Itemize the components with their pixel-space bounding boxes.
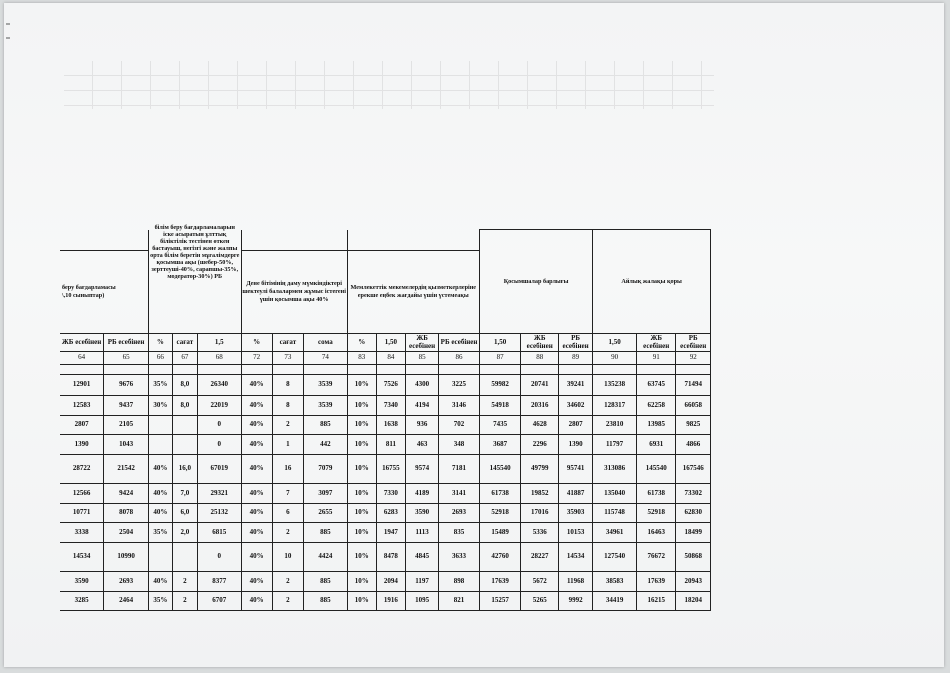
table-cell: 40% bbox=[148, 455, 172, 484]
table-cell: 6,0 bbox=[172, 504, 197, 523]
spacer-cell bbox=[439, 365, 480, 375]
table-cell: 61738 bbox=[636, 484, 676, 504]
table-cell: 128317 bbox=[593, 396, 637, 416]
table-cell: 7330 bbox=[376, 484, 405, 504]
spacer-cell bbox=[148, 365, 172, 375]
table-cell: 10 bbox=[272, 543, 303, 572]
table-cell: 167546 bbox=[676, 455, 711, 484]
table-cell: 73302 bbox=[676, 484, 711, 504]
table-cell: 6 bbox=[272, 504, 303, 523]
table-cell: 936 bbox=[405, 416, 438, 435]
subheader-cell: 1,5 bbox=[197, 334, 241, 352]
table-cell: 10% bbox=[347, 396, 376, 416]
table-cell: 38583 bbox=[593, 572, 637, 592]
table-cell: 6707 bbox=[197, 592, 241, 611]
table-cell: 1947 bbox=[376, 523, 405, 543]
table-cell: 8377 bbox=[197, 572, 241, 592]
table-cell: 61738 bbox=[479, 484, 521, 504]
table-cell: 9574 bbox=[405, 455, 438, 484]
header-state-org: Мемлекеттік мекемелердің қызметкерлеріне ерекше еңбек жағдайы үшін үстемеақы bbox=[350, 284, 477, 299]
spacer-cell bbox=[593, 365, 637, 375]
table-cell: 18499 bbox=[676, 523, 711, 543]
table-cell: 9825 bbox=[676, 416, 711, 435]
spacer-cell bbox=[241, 365, 272, 375]
table-cell: 1916 bbox=[376, 592, 405, 611]
table-cell: 41887 bbox=[558, 484, 592, 504]
table-cell: 20316 bbox=[521, 396, 558, 416]
table-cell: 4424 bbox=[304, 543, 348, 572]
table-cell: 14534 bbox=[60, 543, 104, 572]
table-cell: 145540 bbox=[479, 455, 521, 484]
table-cell: 59982 bbox=[479, 375, 521, 396]
table-cell: 12566 bbox=[60, 484, 104, 504]
table-cell: 3590 bbox=[405, 504, 438, 523]
table-cell: 1197 bbox=[405, 572, 438, 592]
table-cell: 40% bbox=[241, 523, 272, 543]
table-cell: 9424 bbox=[104, 484, 149, 504]
table-cell: 3285 bbox=[60, 592, 104, 611]
table-cell: 50868 bbox=[676, 543, 711, 572]
table-cell: 3338 bbox=[60, 523, 104, 543]
table-cell: 5336 bbox=[521, 523, 558, 543]
table-cell: 127540 bbox=[593, 543, 637, 572]
table-cell: 7526 bbox=[376, 375, 405, 396]
subheader-cell: 1,50 bbox=[376, 334, 405, 352]
table-cell: 1 bbox=[272, 435, 303, 455]
spacer-cell bbox=[558, 365, 592, 375]
payroll-table bbox=[60, 223, 711, 611]
spacer-cell bbox=[172, 365, 197, 375]
table-cell: 40% bbox=[241, 375, 272, 396]
table-cell: 10% bbox=[347, 435, 376, 455]
table-cell: 23810 bbox=[593, 416, 637, 435]
table-cell: 885 bbox=[304, 572, 348, 592]
table-cell bbox=[172, 435, 197, 455]
column-number-cell: 65 bbox=[104, 352, 149, 365]
table-cell: 10% bbox=[347, 455, 376, 484]
subheader-cell: ЖБ есебінен bbox=[405, 334, 438, 352]
table-cell: 3687 bbox=[479, 435, 521, 455]
table-cell: 811 bbox=[376, 435, 405, 455]
table-row bbox=[60, 435, 711, 455]
column-number-cell: 85 bbox=[405, 352, 438, 365]
table-cell: 898 bbox=[439, 572, 480, 592]
table-cell bbox=[148, 416, 172, 435]
table-cell: 3225 bbox=[439, 375, 480, 396]
scan-mark bbox=[6, 37, 10, 39]
spacer-cell bbox=[304, 365, 348, 375]
table-cell: 40% bbox=[241, 455, 272, 484]
table-cell: 16 bbox=[272, 455, 303, 484]
table-cell: 5672 bbox=[521, 572, 558, 592]
table-cell: 39241 bbox=[558, 375, 592, 396]
table-cell: 16755 bbox=[376, 455, 405, 484]
table-cell: 2 bbox=[272, 416, 303, 435]
table-cell: 463 bbox=[405, 435, 438, 455]
table-cell: 135238 bbox=[593, 375, 637, 396]
subheader-cell: ЖБ есебінен bbox=[60, 334, 104, 352]
table-cell: 29321 bbox=[197, 484, 241, 504]
table-cell: 10% bbox=[347, 416, 376, 435]
table-cell: 18204 bbox=[676, 592, 711, 611]
table-cell: 10% bbox=[347, 543, 376, 572]
table-cell: 0 bbox=[197, 435, 241, 455]
table-cell: 2 bbox=[272, 572, 303, 592]
table-cell: 7,0 bbox=[172, 484, 197, 504]
subheader-cell: РБ есебінен bbox=[439, 334, 480, 352]
subheader-cell: % bbox=[347, 334, 376, 352]
spacer-cell bbox=[197, 365, 241, 375]
subheader-cell: ЖБ есебінен bbox=[521, 334, 558, 352]
column-number-cell: 72 bbox=[241, 352, 272, 365]
subheader-cell: 1,50 bbox=[479, 334, 521, 352]
spacer-cell bbox=[376, 365, 405, 375]
table-cell: 8478 bbox=[376, 543, 405, 572]
table-cell: 3141 bbox=[439, 484, 480, 504]
header-program: беру бағдарламасы \,10 сыныптар) bbox=[62, 284, 116, 299]
table-cell: 1390 bbox=[60, 435, 104, 455]
table-cell: 28227 bbox=[521, 543, 558, 572]
table-cell: 7340 bbox=[376, 396, 405, 416]
header-monthly-fund: Айлық жалақы қоры bbox=[621, 277, 682, 285]
table-cell: 2,0 bbox=[172, 523, 197, 543]
column-number-cell: 88 bbox=[521, 352, 558, 365]
column-number-cell: 67 bbox=[172, 352, 197, 365]
table-cell: 3539 bbox=[304, 396, 348, 416]
table-cell: 35903 bbox=[558, 504, 592, 523]
table-cell: 34602 bbox=[558, 396, 592, 416]
table-cell: 2 bbox=[172, 592, 197, 611]
subheader-cell: РБ есебінен bbox=[676, 334, 711, 352]
table-cell: 22019 bbox=[197, 396, 241, 416]
table-cell bbox=[172, 416, 197, 435]
table-cell: 40% bbox=[241, 484, 272, 504]
table-row bbox=[60, 592, 711, 611]
table-cell: 4194 bbox=[405, 396, 438, 416]
table-cell: 4628 bbox=[521, 416, 558, 435]
table-cell: 20943 bbox=[676, 572, 711, 592]
table-cell: 10% bbox=[347, 375, 376, 396]
table-cell: 35% bbox=[148, 375, 172, 396]
table-cell bbox=[148, 543, 172, 572]
table-cell: 8,0 bbox=[172, 375, 197, 396]
table-row bbox=[60, 504, 711, 523]
subheader-cell: % bbox=[148, 334, 172, 352]
table-cell: 20741 bbox=[521, 375, 558, 396]
column-number-cell: 87 bbox=[479, 352, 521, 365]
column-number-cell: 89 bbox=[558, 352, 592, 365]
table-cell: 442 bbox=[304, 435, 348, 455]
subheader-cell: ЖБ есебінен bbox=[636, 334, 676, 352]
table-row bbox=[60, 416, 711, 435]
spacer-cell bbox=[405, 365, 438, 375]
table-row bbox=[60, 375, 711, 396]
subheader-cell: % bbox=[241, 334, 272, 352]
table-row bbox=[60, 572, 711, 592]
table-cell: 40% bbox=[241, 416, 272, 435]
table-cell: 52918 bbox=[479, 504, 521, 523]
table-cell: 5265 bbox=[521, 592, 558, 611]
table-cell: 42760 bbox=[479, 543, 521, 572]
table-cell: 12583 bbox=[60, 396, 104, 416]
spacer-cell bbox=[104, 365, 149, 375]
table-cell: 71494 bbox=[676, 375, 711, 396]
table-cell: 40% bbox=[241, 592, 272, 611]
subheader-cell: сағат bbox=[172, 334, 197, 352]
table-cell: 313086 bbox=[593, 455, 637, 484]
table-cell: 52918 bbox=[636, 504, 676, 523]
table-cell: 11968 bbox=[558, 572, 592, 592]
table-cell: 4845 bbox=[405, 543, 438, 572]
table-cell: 62258 bbox=[636, 396, 676, 416]
subheader-cell: сағат bbox=[272, 334, 303, 352]
table-cell: 10771 bbox=[60, 504, 104, 523]
table-cell: 35% bbox=[148, 592, 172, 611]
table-cell: 14534 bbox=[558, 543, 592, 572]
table-cell: 40% bbox=[241, 504, 272, 523]
table-cell: 2807 bbox=[60, 416, 104, 435]
spacer-cell bbox=[676, 365, 711, 375]
table-row bbox=[60, 455, 711, 484]
spacer-cell bbox=[60, 365, 104, 375]
spacer-cell bbox=[272, 365, 303, 375]
table-cell: 10% bbox=[347, 523, 376, 543]
table-cell: 4866 bbox=[676, 435, 711, 455]
table-cell: 6283 bbox=[376, 504, 405, 523]
table-cell: 40% bbox=[241, 543, 272, 572]
table-cell: 2693 bbox=[104, 572, 149, 592]
table-cell: 8 bbox=[272, 375, 303, 396]
table-cell: 8,0 bbox=[172, 396, 197, 416]
column-number-cell: 64 bbox=[60, 352, 104, 365]
table-cell: 40% bbox=[148, 504, 172, 523]
table-cell: 135040 bbox=[593, 484, 637, 504]
table-cell: 28722 bbox=[60, 455, 104, 484]
table-cell: 0 bbox=[197, 416, 241, 435]
table-cell: 16215 bbox=[636, 592, 676, 611]
column-number-cell: 84 bbox=[376, 352, 405, 365]
table-cell: 17639 bbox=[479, 572, 521, 592]
table-cell: 54918 bbox=[479, 396, 521, 416]
table-cell: 17016 bbox=[521, 504, 558, 523]
table-cell: 885 bbox=[304, 523, 348, 543]
table-cell: 2 bbox=[272, 523, 303, 543]
table-cell: 1113 bbox=[405, 523, 438, 543]
table-row bbox=[60, 484, 711, 504]
column-number-cell: 86 bbox=[439, 352, 480, 365]
column-number-cell: 66 bbox=[148, 352, 172, 365]
table-cell: 2094 bbox=[376, 572, 405, 592]
table-cell: 10% bbox=[347, 592, 376, 611]
table-cell: 17639 bbox=[636, 572, 676, 592]
header-disability: Дене бітімінің даму мүмкіндіктері шектеулі балалармен жұмыс істегені үшін қосымша ақы 40% bbox=[242, 280, 346, 303]
table-cell: 49799 bbox=[521, 455, 558, 484]
table-cell: 3539 bbox=[304, 375, 348, 396]
subheader-cell: сома bbox=[304, 334, 348, 352]
column-number-cell: 68 bbox=[197, 352, 241, 365]
table-cell: 63745 bbox=[636, 375, 676, 396]
table-cell: 4189 bbox=[405, 484, 438, 504]
table-cell: 702 bbox=[439, 416, 480, 435]
table-cell: 8 bbox=[272, 396, 303, 416]
table-cell: 62830 bbox=[676, 504, 711, 523]
table-cell: 7435 bbox=[479, 416, 521, 435]
column-number-cell: 91 bbox=[636, 352, 676, 365]
spacer-cell bbox=[636, 365, 676, 375]
table-cell: 40% bbox=[241, 396, 272, 416]
table-cell: 67019 bbox=[197, 455, 241, 484]
table-cell: 66058 bbox=[676, 396, 711, 416]
table-row bbox=[60, 523, 711, 543]
column-number-cell: 83 bbox=[347, 352, 376, 365]
table-cell: 15489 bbox=[479, 523, 521, 543]
table-cell: 2296 bbox=[521, 435, 558, 455]
table-cell: 6931 bbox=[636, 435, 676, 455]
table-cell: 10% bbox=[347, 484, 376, 504]
table-cell: 2105 bbox=[104, 416, 149, 435]
table-cell: 16463 bbox=[636, 523, 676, 543]
table-cell: 348 bbox=[439, 435, 480, 455]
column-number-cell: 92 bbox=[676, 352, 711, 365]
table-cell: 19852 bbox=[521, 484, 558, 504]
table-cell: 2 bbox=[172, 572, 197, 592]
table-cell: 885 bbox=[304, 416, 348, 435]
header-total-additional: Қосымшалар барлығы bbox=[503, 277, 569, 285]
table-cell: 1043 bbox=[104, 435, 149, 455]
table-cell: 40% bbox=[241, 435, 272, 455]
table-body bbox=[60, 375, 711, 611]
table-cell: 835 bbox=[439, 523, 480, 543]
table-cell: 2807 bbox=[558, 416, 592, 435]
table-cell: 7 bbox=[272, 484, 303, 504]
table-cell: 115748 bbox=[593, 504, 637, 523]
spacer-cell bbox=[479, 365, 521, 375]
table-cell: 3097 bbox=[304, 484, 348, 504]
scan-mark bbox=[6, 23, 10, 25]
table-cell: 9992 bbox=[558, 592, 592, 611]
subheader-row bbox=[60, 334, 711, 352]
table-cell: 2693 bbox=[439, 504, 480, 523]
table-cell: 30% bbox=[148, 396, 172, 416]
table-cell: 12901 bbox=[60, 375, 104, 396]
column-number-row bbox=[60, 352, 711, 365]
table-cell: 2655 bbox=[304, 504, 348, 523]
table-cell: 13985 bbox=[636, 416, 676, 435]
table-cell: 7079 bbox=[304, 455, 348, 484]
table-cell: 885 bbox=[304, 592, 348, 611]
table-cell: 3633 bbox=[439, 543, 480, 572]
table-cell: 821 bbox=[439, 592, 480, 611]
table-cell: 21542 bbox=[104, 455, 149, 484]
table-cell bbox=[148, 435, 172, 455]
table-cell: 1638 bbox=[376, 416, 405, 435]
table-cell bbox=[172, 543, 197, 572]
table-cell: 35% bbox=[148, 523, 172, 543]
table-cell: 76672 bbox=[636, 543, 676, 572]
table-cell: 40% bbox=[241, 572, 272, 592]
table-cell: 9676 bbox=[104, 375, 149, 396]
table-cell: 26340 bbox=[197, 375, 241, 396]
subheader-cell: 1,50 bbox=[593, 334, 637, 352]
table-cell: 40% bbox=[148, 572, 172, 592]
spacer-cell bbox=[521, 365, 558, 375]
subheader-cell: РБ есебінен bbox=[558, 334, 592, 352]
column-number-cell: 73 bbox=[272, 352, 303, 365]
table-cell: 10% bbox=[347, 504, 376, 523]
table-cell: 2504 bbox=[104, 523, 149, 543]
table-cell: 34961 bbox=[593, 523, 637, 543]
subheader-cell: РБ есебінен bbox=[104, 334, 149, 352]
table-cell: 8078 bbox=[104, 504, 149, 523]
table-cell: 25132 bbox=[197, 504, 241, 523]
table-cell: 6815 bbox=[197, 523, 241, 543]
table-cell: 7181 bbox=[439, 455, 480, 484]
table-row bbox=[60, 396, 711, 416]
table-cell: 3146 bbox=[439, 396, 480, 416]
column-number-cell: 74 bbox=[304, 352, 348, 365]
table-cell: 10% bbox=[347, 572, 376, 592]
bleed-through-table bbox=[64, 61, 714, 109]
table-cell: 16,0 bbox=[172, 455, 197, 484]
spacer-row bbox=[60, 365, 711, 375]
table-cell: 9437 bbox=[104, 396, 149, 416]
table-cell: 34419 bbox=[593, 592, 637, 611]
table-cell: 1095 bbox=[405, 592, 438, 611]
spacer-cell bbox=[347, 365, 376, 375]
table-cell: 0 bbox=[197, 543, 241, 572]
table-cell: 4300 bbox=[405, 375, 438, 396]
table-cell: 40% bbox=[148, 484, 172, 504]
table-cell: 145540 bbox=[636, 455, 676, 484]
table-cell: 10990 bbox=[104, 543, 149, 572]
table-cell: 10153 bbox=[558, 523, 592, 543]
table-cell: 15257 bbox=[479, 592, 521, 611]
table-cell: 2464 bbox=[104, 592, 149, 611]
header-national-test: білім беру бағдарламаларын іске асыратын ұлттық біліктілік тестінен өткен бастауыш, негізгі және жалпы орта білім беретін мұғалімдерге қосымша ақы (шебер-50%, зерттеуші-40%, сарапшы-35%, модератор-30%) РБ bbox=[150, 223, 240, 281]
table-cell: 1390 bbox=[558, 435, 592, 455]
column-number-cell: 90 bbox=[593, 352, 637, 365]
table-row bbox=[60, 543, 711, 572]
table-cell: 11797 bbox=[593, 435, 637, 455]
table-cell: 3590 bbox=[60, 572, 104, 592]
table-cell: 2 bbox=[272, 592, 303, 611]
table-cell: 95741 bbox=[558, 455, 592, 484]
